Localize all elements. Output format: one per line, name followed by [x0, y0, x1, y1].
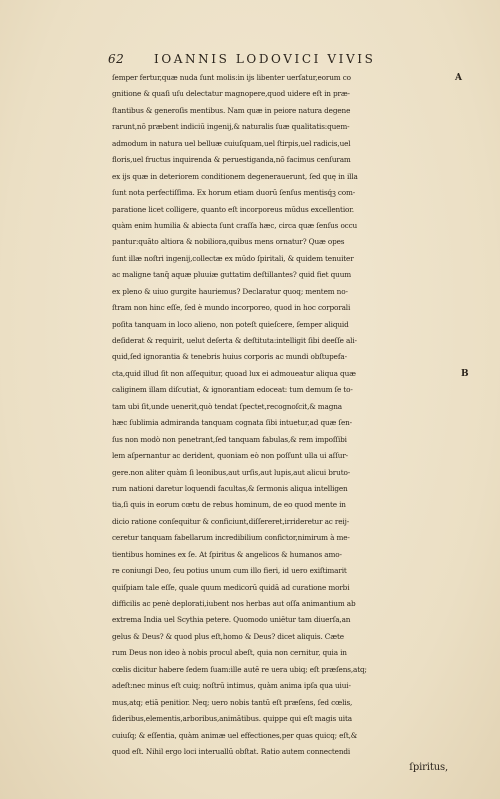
text-line: deſiderat & requirit, uelut deſerta & deſtituta:intelligit ſibi deeſſe ali-: [112, 336, 357, 345]
text-line: ſunt illæ noſtri ingenij,collectæ ex mūdo ſpiritali, & quidem tenuiter: [112, 253, 354, 263]
text-line: poſita tanquam in loco alieno, non poteſt quieſcere, ſemper aliquid: [112, 319, 349, 329]
text-line: ac maligne tanq̄ aquæ pluuiæ guttatim deſtillantes? quid fiet quum: [112, 270, 352, 280]
text-line: tam ubi ſit,unde uenerit,quò tendat ſpectet,recognoſcit,& magna: [112, 401, 343, 411]
page-header: [108, 50, 458, 70]
text-line: extrema India uel Scythia petere. Quomodo uniētur tam diuerſa,an: [112, 615, 351, 625]
text-line: paratione licet colligere, quanto eſt incorporeus mūdus excellentior.: [112, 204, 354, 214]
text-line: re coniungi Deo, ſeu potius unum cum illo fieri, id uero exiſtimarit: [112, 566, 347, 576]
text-line: ex pleno & uiuo gurgite hauriemus? Declaratur quoq; mentem no-: [112, 286, 348, 296]
text-line: quid,ſed ignorantia & tenebris huius corporis ac mundi obſtupefa-: [112, 352, 347, 362]
text-line: ſideribus,elementis,arboribus,animātibus. quippe qui eſt magis uita: [112, 714, 352, 724]
text-line: ſpiritus,: [409, 762, 448, 774]
folio-number: 62: [108, 52, 125, 66]
text-line: ceretur tanquam fabellarum incredibilium confictor,nimirum à me-: [112, 533, 350, 543]
text-line: pantur:quāto altiora & nobiliora,quibus mens ornatur? Quæ opes: [112, 237, 345, 247]
text-line: tia,ſi quis in eorum cœtu de rebus hominum, de eo quod mente in: [112, 500, 346, 510]
body-text: [112, 70, 452, 777]
text-line: gnitione & quaſi uſu delectatur magnopere,quod uidere eſt in præ-: [112, 89, 350, 99]
text-line: rarunt,nō præbent indiciū ingenij,& naturalis ſuæ qualitatis:quem-: [112, 122, 350, 132]
margin-letter-b: B: [461, 369, 469, 379]
text-line: rum nationi daretur loquendi facultas,& ſermonis aliqua intelligen: [112, 483, 348, 493]
text-line: tientibus homines ex ſe. At ſpiritus & angelicos & humanos amo-: [112, 549, 342, 559]
text-line: dicio ratione conſequitur & conficiunt,diſſereret,irrideretur ac reij-: [112, 516, 350, 526]
running-head: IOANNIS LODOVICI VIVIS: [154, 52, 376, 66]
text-line: cta,quid illud ſit non aſſequitur, quoad lux ei admoueatur aliqua quæ: [112, 368, 356, 378]
text-line: ſtantibus & generoſis mentibus. Nam quæ in peiore natura degene: [112, 105, 351, 115]
text-line: caliginem illam diſcutiat, & ignorantiam edoceat: tum demum ſe to-: [112, 385, 353, 395]
text-line: floris,uel fructus inquirenda & peruestiganda,nō facimus cenſuram: [112, 155, 351, 165]
text-line: quàm enim humilia & abiecta ſunt craſſa hæc, circa quæ ſenſus occu: [112, 220, 358, 230]
text-line: mus,atq; etiā penitior. Neq; uero nobis tantū eſt præſens, ſed cœlis,: [112, 697, 353, 707]
text-line: ſemper fertur,quæ nuda ſunt molis:in ijs libenter uerſatur,eorum co: [112, 73, 351, 82]
text-line: admodum in natura uel belluæ cuiuſquam,uel ſtirpis,uel radicis,uel: [112, 138, 351, 148]
text-line: rum Deus non ideo à nobis procul abeſt, quia non cernitur, quia in: [112, 648, 347, 658]
margin-letter-a: A: [455, 73, 462, 83]
text-line: gelus & Deus? & quod plus eſt,homo & Deus? dicet aliquis. Cæte: [112, 631, 344, 641]
text-line: quod eſt. Nihil ergo loci interuallū obſtat. Ratio autem connectendi: [112, 746, 351, 756]
text-line: ſus non modò non penetrant,ſed tanquam fabulas,& rem impoſſibi: [112, 434, 347, 444]
text-line: cœlis dicitur habere ſedem ſuam:ille autē re uera ubiq; eſt præſens,atq;: [112, 664, 367, 674]
text-line: ex ijs quæ in deteriorem conditionem degenerauerunt, ſed quę in illa: [112, 171, 358, 181]
text-line: ſtram non hinc eſſe, ſed è mundo incorporeo, quod in hoc corporali: [112, 303, 351, 313]
text-line: gere.non aliter quàm ſi leonibus,aut urſis,aut lupis,aut alicui bruto-: [112, 467, 351, 477]
text-line: quiſpiam tale eſſe, quale quum medicorū quidā ad curatione morbi: [112, 582, 350, 592]
text-line: adeſt:nec minus eſt cuiq; noſtrū intimus, quàm anima ipſa qua uiui-: [112, 681, 351, 691]
text-line: difficilis ac penè deplorati,iubent nos herbas aut oſſa animantium ab: [112, 599, 356, 608]
text-line: hæc ſublimia admiranda tanquam cognata ſibi intuetur,ad quæ ſen-: [112, 418, 352, 428]
text-line: lem aſpernantur ac derident, quoniam eò non poſſunt ulla ui aſſur-: [112, 451, 348, 461]
text-line: ſunt nota perfectiſſima. Ex horum etiam duorū ſenſus mentisq́ꝫ com-: [112, 188, 356, 198]
text-line: cuiuſq; & eſſentia, quàm animæ uel effectiones,per quas quicq; eſt,&: [112, 730, 358, 740]
